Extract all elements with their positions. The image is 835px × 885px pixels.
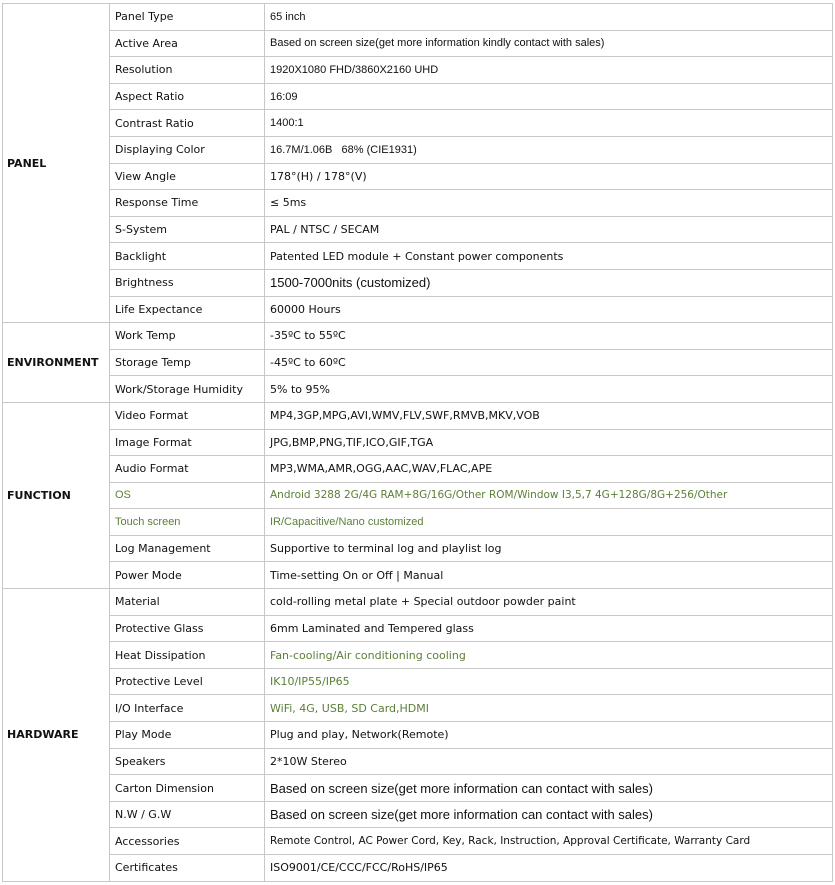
- spec-value: Time-setting On or Off | Manual: [265, 562, 833, 589]
- section-label-panel: PANEL: [3, 4, 110, 323]
- spec-label: Work Temp: [110, 323, 265, 350]
- table-row: [3, 482, 833, 509]
- spec-label: N.W / G.W: [110, 801, 265, 828]
- spec-value: PAL / NTSC / SECAM: [265, 216, 833, 243]
- spec-label: Image Format: [110, 429, 265, 456]
- table-row: [3, 695, 833, 722]
- spec-value: 65 inch: [265, 4, 833, 31]
- table-row: [3, 349, 833, 376]
- table-row: [3, 323, 833, 350]
- spec-label: Work/Storage Humidity: [110, 376, 265, 403]
- table-row: [3, 190, 833, 217]
- table-row: [3, 4, 833, 31]
- spec-value: 2*10W Stereo: [265, 748, 833, 775]
- spec-value: 1400:1: [265, 110, 833, 137]
- table-row: [3, 136, 833, 163]
- table-row: [3, 216, 833, 243]
- table-row: [3, 509, 833, 536]
- spec-value: IK10/IP55/IP65: [265, 668, 833, 695]
- table-row: [3, 642, 833, 669]
- spec-value: 60000 Hours: [265, 296, 833, 323]
- spec-value: 1920X1080 FHD/3860X2160 UHD: [265, 57, 833, 84]
- table-row: [3, 269, 833, 296]
- spec-label: OS: [110, 482, 265, 509]
- spec-label: Certificates: [110, 855, 265, 882]
- spec-value: ISO9001/CE/CCC/FCC/RoHS/IP65: [265, 855, 833, 882]
- table-row: [3, 429, 833, 456]
- spec-label: Touch screen: [110, 509, 265, 536]
- table-row: [3, 562, 833, 589]
- spec-label: Protective Glass: [110, 615, 265, 642]
- spec-value: Fan-cooling/Air conditioning cooling: [265, 642, 833, 669]
- spec-label: Active Area: [110, 30, 265, 57]
- table-row: [3, 456, 833, 483]
- spec-value: Based on screen size(get more information kindly contact with sales): [265, 30, 833, 57]
- spec-label: Log Management: [110, 535, 265, 562]
- table-row: [3, 83, 833, 110]
- table-row: [3, 615, 833, 642]
- spec-label: Contrast Ratio: [110, 110, 265, 137]
- spec-label: Accessories: [110, 828, 265, 855]
- spec-value: Based on screen size(get more information can contact with sales): [265, 775, 833, 802]
- spec-value: WiFi, 4G, USB, SD Card,HDMI: [265, 695, 833, 722]
- spec-value: -35ºC to 55ºC: [265, 323, 833, 350]
- table-row: [3, 296, 833, 323]
- spec-value: JPG,BMP,PNG,TIF,ICO,GIF,TGA: [265, 429, 833, 456]
- spec-label: Life Expectance: [110, 296, 265, 323]
- table-row: [3, 668, 833, 695]
- table-row: [3, 589, 833, 616]
- spec-label: Displaying Color: [110, 136, 265, 163]
- spec-value: 5% to 95%: [265, 376, 833, 403]
- spec-label: I/O Interface: [110, 695, 265, 722]
- spec-value: MP3,WMA,AMR,OGG,AAC,WAV,FLAC,APE: [265, 456, 833, 483]
- spec-label: Heat Dissipation: [110, 642, 265, 669]
- spec-value: MP4,3GP,MPG,AVI,WMV,FLV,SWF,RMVB,MKV,VOB: [265, 402, 833, 429]
- table-row: [3, 110, 833, 137]
- section-label-hardware: HARDWARE: [3, 589, 110, 882]
- spec-label: Carton Dimension: [110, 775, 265, 802]
- spec-label: Resolution: [110, 57, 265, 84]
- spec-value: cold-rolling metal plate + Special outdoor powder paint: [265, 589, 833, 616]
- table-row: [3, 535, 833, 562]
- spec-value: ≤ 5ms: [265, 190, 833, 217]
- spec-label: Speakers: [110, 748, 265, 775]
- spec-label: Aspect Ratio: [110, 83, 265, 110]
- spec-label: Material: [110, 589, 265, 616]
- section-label-environment: ENVIRONMENT: [3, 323, 110, 403]
- table-row: [3, 402, 833, 429]
- table-row: [3, 163, 833, 190]
- spec-value: Based on screen size(get more information can contact with sales): [265, 801, 833, 828]
- spec-value: Patented LED module + Constant power components: [265, 243, 833, 270]
- table-row: [3, 376, 833, 403]
- table-row: [3, 57, 833, 84]
- table-row: [3, 828, 833, 855]
- spec-label: Power Mode: [110, 562, 265, 589]
- spec-value: 16:09: [265, 83, 833, 110]
- spec-value: Remote Control, AC Power Cord, Key, Rack, Instruction, Approval Certificate, Warranty Card: [265, 828, 833, 855]
- spec-value: 1500-7000nits (customized): [265, 269, 833, 296]
- spec-label: Panel Type: [110, 4, 265, 31]
- spec-label: Backlight: [110, 243, 265, 270]
- spec-table: [2, 3, 833, 882]
- spec-label: Storage Temp: [110, 349, 265, 376]
- table-row: [3, 30, 833, 57]
- spec-value: 178°(H) / 178°(V): [265, 163, 833, 190]
- spec-label: View Angle: [110, 163, 265, 190]
- spec-value: -45ºC to 60ºC: [265, 349, 833, 376]
- table-row: [3, 243, 833, 270]
- table-row: [3, 722, 833, 749]
- spec-label: Audio Format: [110, 456, 265, 483]
- section-label-function: FUNCTION: [3, 402, 110, 588]
- table-row: [3, 748, 833, 775]
- spec-value: Android 3288 2G/4G RAM+8G/16G/Other ROM/Window I3,5,7 4G+128G/8G+256/Other: [265, 482, 833, 509]
- spec-value: 16.7M/1.06B 68% (CIE1931): [265, 136, 833, 163]
- spec-value: Plug and play, Network(Remote): [265, 722, 833, 749]
- spec-label: S-System: [110, 216, 265, 243]
- table-row: [3, 775, 833, 802]
- table-row: [3, 801, 833, 828]
- spec-label: Response Time: [110, 190, 265, 217]
- spec-value: Supportive to terminal log and playlist log: [265, 535, 833, 562]
- table-row: [3, 855, 833, 882]
- spec-label: Video Format: [110, 402, 265, 429]
- spec-value: 6mm Laminated and Tempered glass: [265, 615, 833, 642]
- spec-label: Brightness: [110, 269, 265, 296]
- spec-value: IR/Capacitive/Nano customized: [265, 509, 833, 536]
- spec-label: Protective Level: [110, 668, 265, 695]
- spec-label: Play Mode: [110, 722, 265, 749]
